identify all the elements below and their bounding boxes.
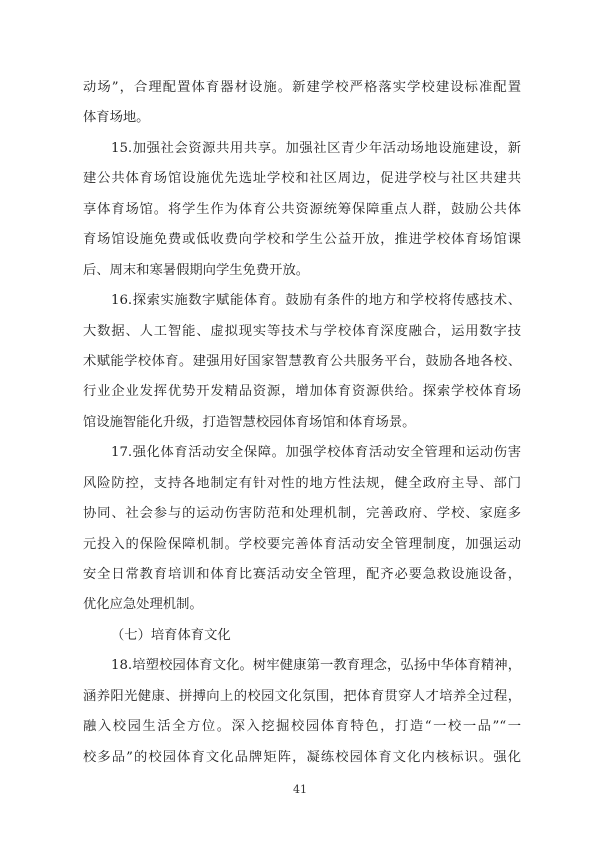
- document-body: [83, 73, 521, 773]
- paragraph-item-18: [83, 651, 521, 773]
- text-line: 后、周末和寒暑假期向学生免费开放。: [83, 262, 310, 278]
- paragraph-item-17: [83, 438, 521, 621]
- text-line: 17.强化体育活动安全保障。加强学校体育活动安全管理和运动伤害: [111, 445, 521, 461]
- text-line: 馆设施智能化升级，打造智慧校园体育场馆和体育场景。: [83, 414, 416, 430]
- text-line: 建公共体育场馆设施优先选址学校和社区周边，促进学校与社区共建共: [83, 171, 521, 187]
- paragraph-item-16: [83, 286, 521, 438]
- paragraph-item-15: [83, 134, 521, 286]
- text-line: 涵养阳光健康、拼搏向上的校园文化氛围，把体育贯穿人才培养全过程，: [83, 688, 521, 704]
- text-line: 风险防控，支持各地制定有针对性的地方性法规，健全政府主导、部门: [83, 475, 521, 491]
- text-line: 校多品”的校园体育文化品牌矩阵，凝练校园体育文化内核标识。强化: [83, 749, 521, 765]
- text-line: 15.加强社会资源共用共享。加强社区青少年活动场地设施建设，新: [111, 140, 521, 156]
- text-line: 协同、社会参与的运动伤害防范和处理机制，完善政府、学校、家庭多: [83, 506, 521, 522]
- text-line: 体育场地。: [83, 110, 150, 126]
- text-line: 动场”，合理配置体育器材设施。新建学校严格落实学校建设标准配置: [83, 80, 521, 95]
- paragraph-continued: [83, 73, 521, 134]
- section-heading: （七）培育体育文化: [111, 627, 231, 643]
- text-line: 大数据、人工智能、虚拟现实等技术与学校体育深度融合，运用数字技: [83, 323, 521, 339]
- text-line: 安全日常教育培训和体育比赛活动安全管理，配齐必要急救设施设备，: [83, 567, 521, 582]
- text-line: 优化应急处理机制。: [83, 597, 203, 613]
- text-line: 元投入的保险保障机制。学校要完善体育活动安全管理制度，加强运动: [83, 536, 521, 552]
- page-number: 41: [293, 783, 307, 796]
- text-line: 16.探索实施数字赋能体育。鼓励有条件的地方和学校将传感技术、: [111, 293, 521, 309]
- text-line: 行业企业发挥优势开发精品资源，增加体育资源供给。探索学校体育场: [83, 384, 521, 400]
- text-line: 18.培塑校园体育文化。树牢健康第一教育理念，弘扬中华体育精神，: [111, 658, 521, 674]
- text-line: 享体育场馆。将学生作为体育公共资源统筹保障重点人群，鼓励公共体: [83, 201, 521, 217]
- text-line: 育场馆设施免费或低收费向学校和学生公益开放，推进学校体育场馆课: [83, 232, 521, 248]
- text-line: 术赋能学校体育。建强用好国家智慧教育公共服务平台，鼓励各地各校、: [83, 353, 521, 369]
- text-line: 融入校园生活全方位。深入挖掘校园体育特色，打造“一校一品”“一: [83, 719, 521, 735]
